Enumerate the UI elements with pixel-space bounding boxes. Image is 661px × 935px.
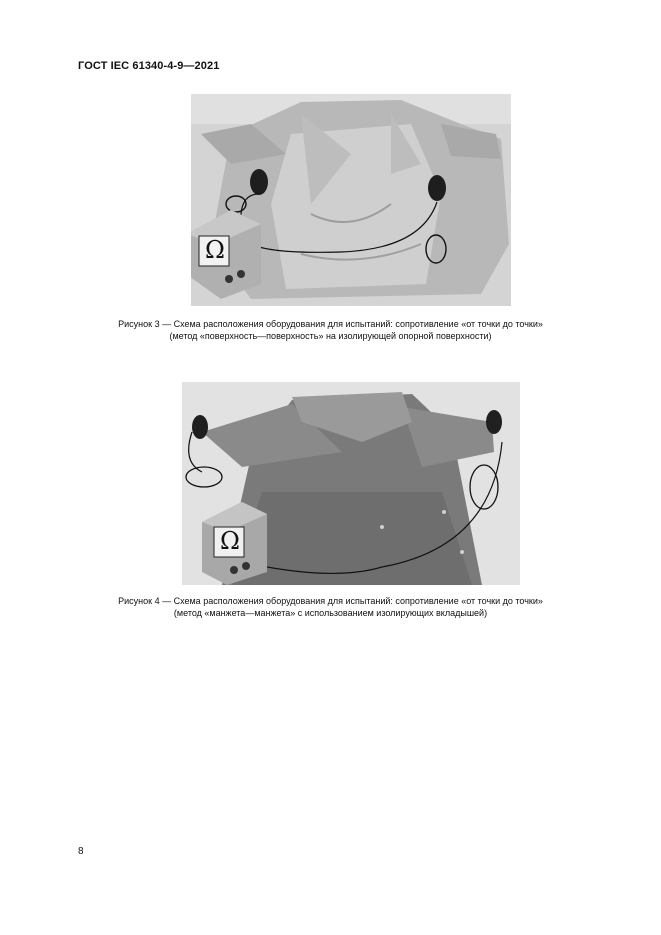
figure-4-caption-line2: (метод «манжета—манжета» с использованием изолирующих вкладышей) xyxy=(173,608,488,618)
figure-4-caption-line1: Рисунок 4 — Схема расположения оборудования для испытаний: сопротивление «от точки до точки» xyxy=(118,596,543,606)
figure-3-photo xyxy=(191,94,511,306)
jacket-on-surface-illustration xyxy=(191,94,511,306)
figure-3-caption xyxy=(60,318,601,342)
figure-4-photo xyxy=(182,382,520,585)
ohm-symbol: Ω xyxy=(220,527,240,555)
page-number: 8 xyxy=(78,846,84,857)
figure-4-caption xyxy=(60,595,601,619)
ohm-symbol: Ω xyxy=(205,236,225,264)
figure-3-caption-line2: (метод «поверхность—поверхность» на изолирующей опорной поверхности) xyxy=(169,331,492,341)
figure-3-caption-line1: Рисунок 3 — Схема расположения оборудования для испытаний: сопротивление «от точки до точки» xyxy=(118,319,543,329)
document-header: ГОСТ IEC 61340-4-9—2021 xyxy=(78,60,220,72)
